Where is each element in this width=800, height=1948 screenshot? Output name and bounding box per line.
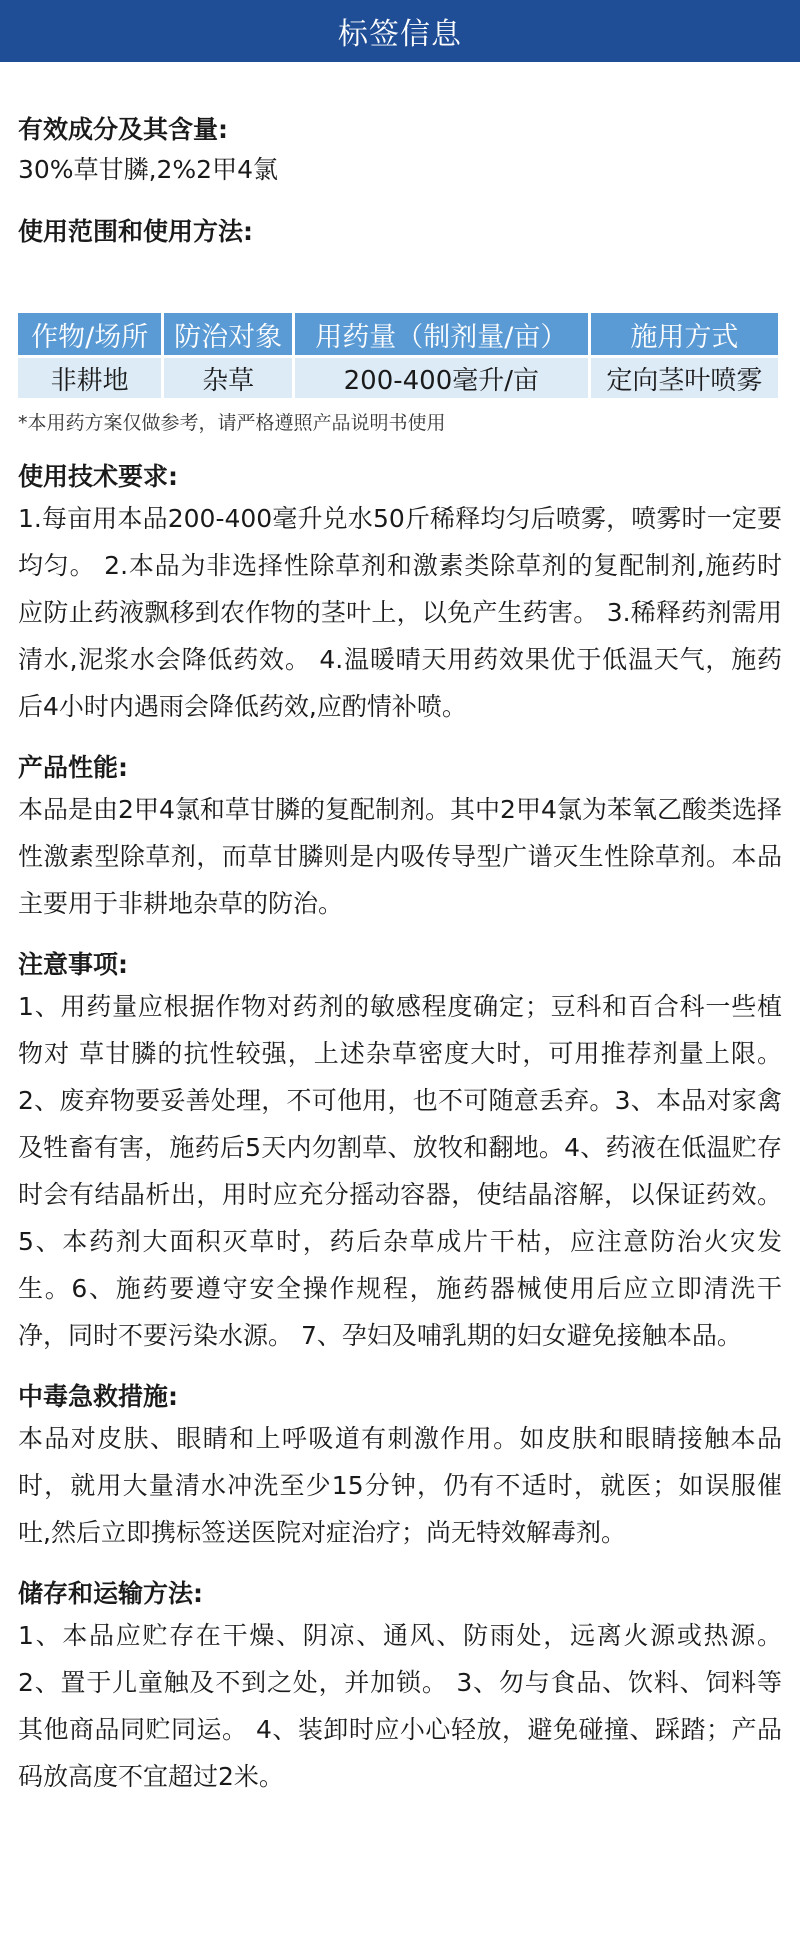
precautions-section xyxy=(18,947,782,1359)
storage-heading: 储存和运输方法: xyxy=(18,1579,203,1608)
precautions-text: 1、用药量应根据作物对药剂的敏感程度确定；豆科和百合科一些植物对 草甘膦的抗性较强，上述杂草密度大时，可用推荐剂量上限。 2、废弃物要妥善处理，不可他用，也不可随意丢弃。3、本品对家禽及牲畜有害，施药后5天内勿割草、放牧和翻地。4、药液在低温贮存时会有结晶析出，用时应充分摇动容器，使结晶溶解，以保证药效。5、本药剂大面积灭草时，药后杂草成片干枯，应注意防治火灾发生。6、施药要遵守安全操作规程，施药器械使用后应立即清洗干净，同时不要污染水源。 7、孕妇及哺乳期的妇女避免接触本品。 xyxy=(18,992,782,1350)
usage-table-header-row xyxy=(18,313,778,355)
tech-section xyxy=(18,459,782,730)
first-aid-text: 本品对皮肤、眼睛和上呼吸道有刺激作用。如皮肤和眼睛接触本品时，就用大量清水冲洗至少15分钟，仍有不适时，就医；如误服催吐,然后立即携标签送医院对症治疗；尚无特效解毒剂。 xyxy=(18,1424,782,1547)
performance-text: 本品是由2甲4氯和草甘膦的复配制剂。其中2甲4氯为苯氧乙酸类选择性激素型除草剂，而草甘膦则是内吸传导型广谱灭生性除草剂。本品主要用于非耕地杂草的防治。 xyxy=(18,795,782,918)
ingredients-heading: 有效成分及其含量: xyxy=(18,115,228,144)
usage-cell-method: 定向茎叶喷雾 xyxy=(591,358,778,398)
ingredients-section xyxy=(18,112,782,188)
usage-cell-target: 杂草 xyxy=(164,358,292,398)
performance-section xyxy=(18,750,782,927)
usage-cell-crop: 非耕地 xyxy=(18,358,161,398)
first-aid-section xyxy=(18,1379,782,1556)
tech-text: 1.每亩用本品200-400毫升兑水50斤稀释均匀后喷雾，喷雾时一定要均匀。 2.本品为非选择性除草剂和激素类除草剂的复配制剂,施药时应防止药液飘移到农作物的茎叶上，以免产生药害。 3.稀释药剂需用清水,泥浆水会降低药效。 4.温暖晴天用药效果优于低温天气，施药后4小时内遇雨会降低药效,应酌情补喷。 xyxy=(18,504,782,721)
usage-col-crop: 作物/场所 xyxy=(18,313,161,355)
usage-col-dosage: 用药量（制剂量/亩） xyxy=(295,313,588,355)
usage-col-method: 施用方式 xyxy=(591,313,778,355)
usage-cell-dosage: 200-400毫升/亩 xyxy=(295,358,588,398)
usage-disclaimer: *本用药方案仅做参考，请严格遵照产品说明书使用 xyxy=(18,412,446,434)
usage-heading: 使用范围和使用方法: xyxy=(18,217,253,246)
usage-section xyxy=(18,214,782,437)
first-aid-heading: 中毒急救措施: xyxy=(18,1382,178,1411)
label-content xyxy=(18,112,782,1820)
ingredients-text: 30%草甘膦,2%2甲4氯 xyxy=(18,155,278,184)
page-title: 标签信息 xyxy=(338,17,462,52)
performance-heading: 产品性能: xyxy=(18,753,128,782)
usage-col-target: 防治对象 xyxy=(164,313,292,355)
table-row xyxy=(18,358,778,398)
storage-text: 1、本品应贮存在干燥、阴凉、通风、防雨处，远离火源或热源。 2、置于儿童触及不到之处，并加锁。 3、勿与食品、饮料、饲料等其他商品同贮同运。 4、装卸时应小心轻放，避免碰撞、踩踏；产品码放高度不宜超过2米。 xyxy=(18,1621,782,1791)
storage-section xyxy=(18,1576,782,1800)
usage-table xyxy=(15,310,781,401)
header-bar xyxy=(0,0,800,62)
precautions-heading: 注意事项: xyxy=(18,950,128,979)
tech-heading: 使用技术要求: xyxy=(18,462,178,491)
